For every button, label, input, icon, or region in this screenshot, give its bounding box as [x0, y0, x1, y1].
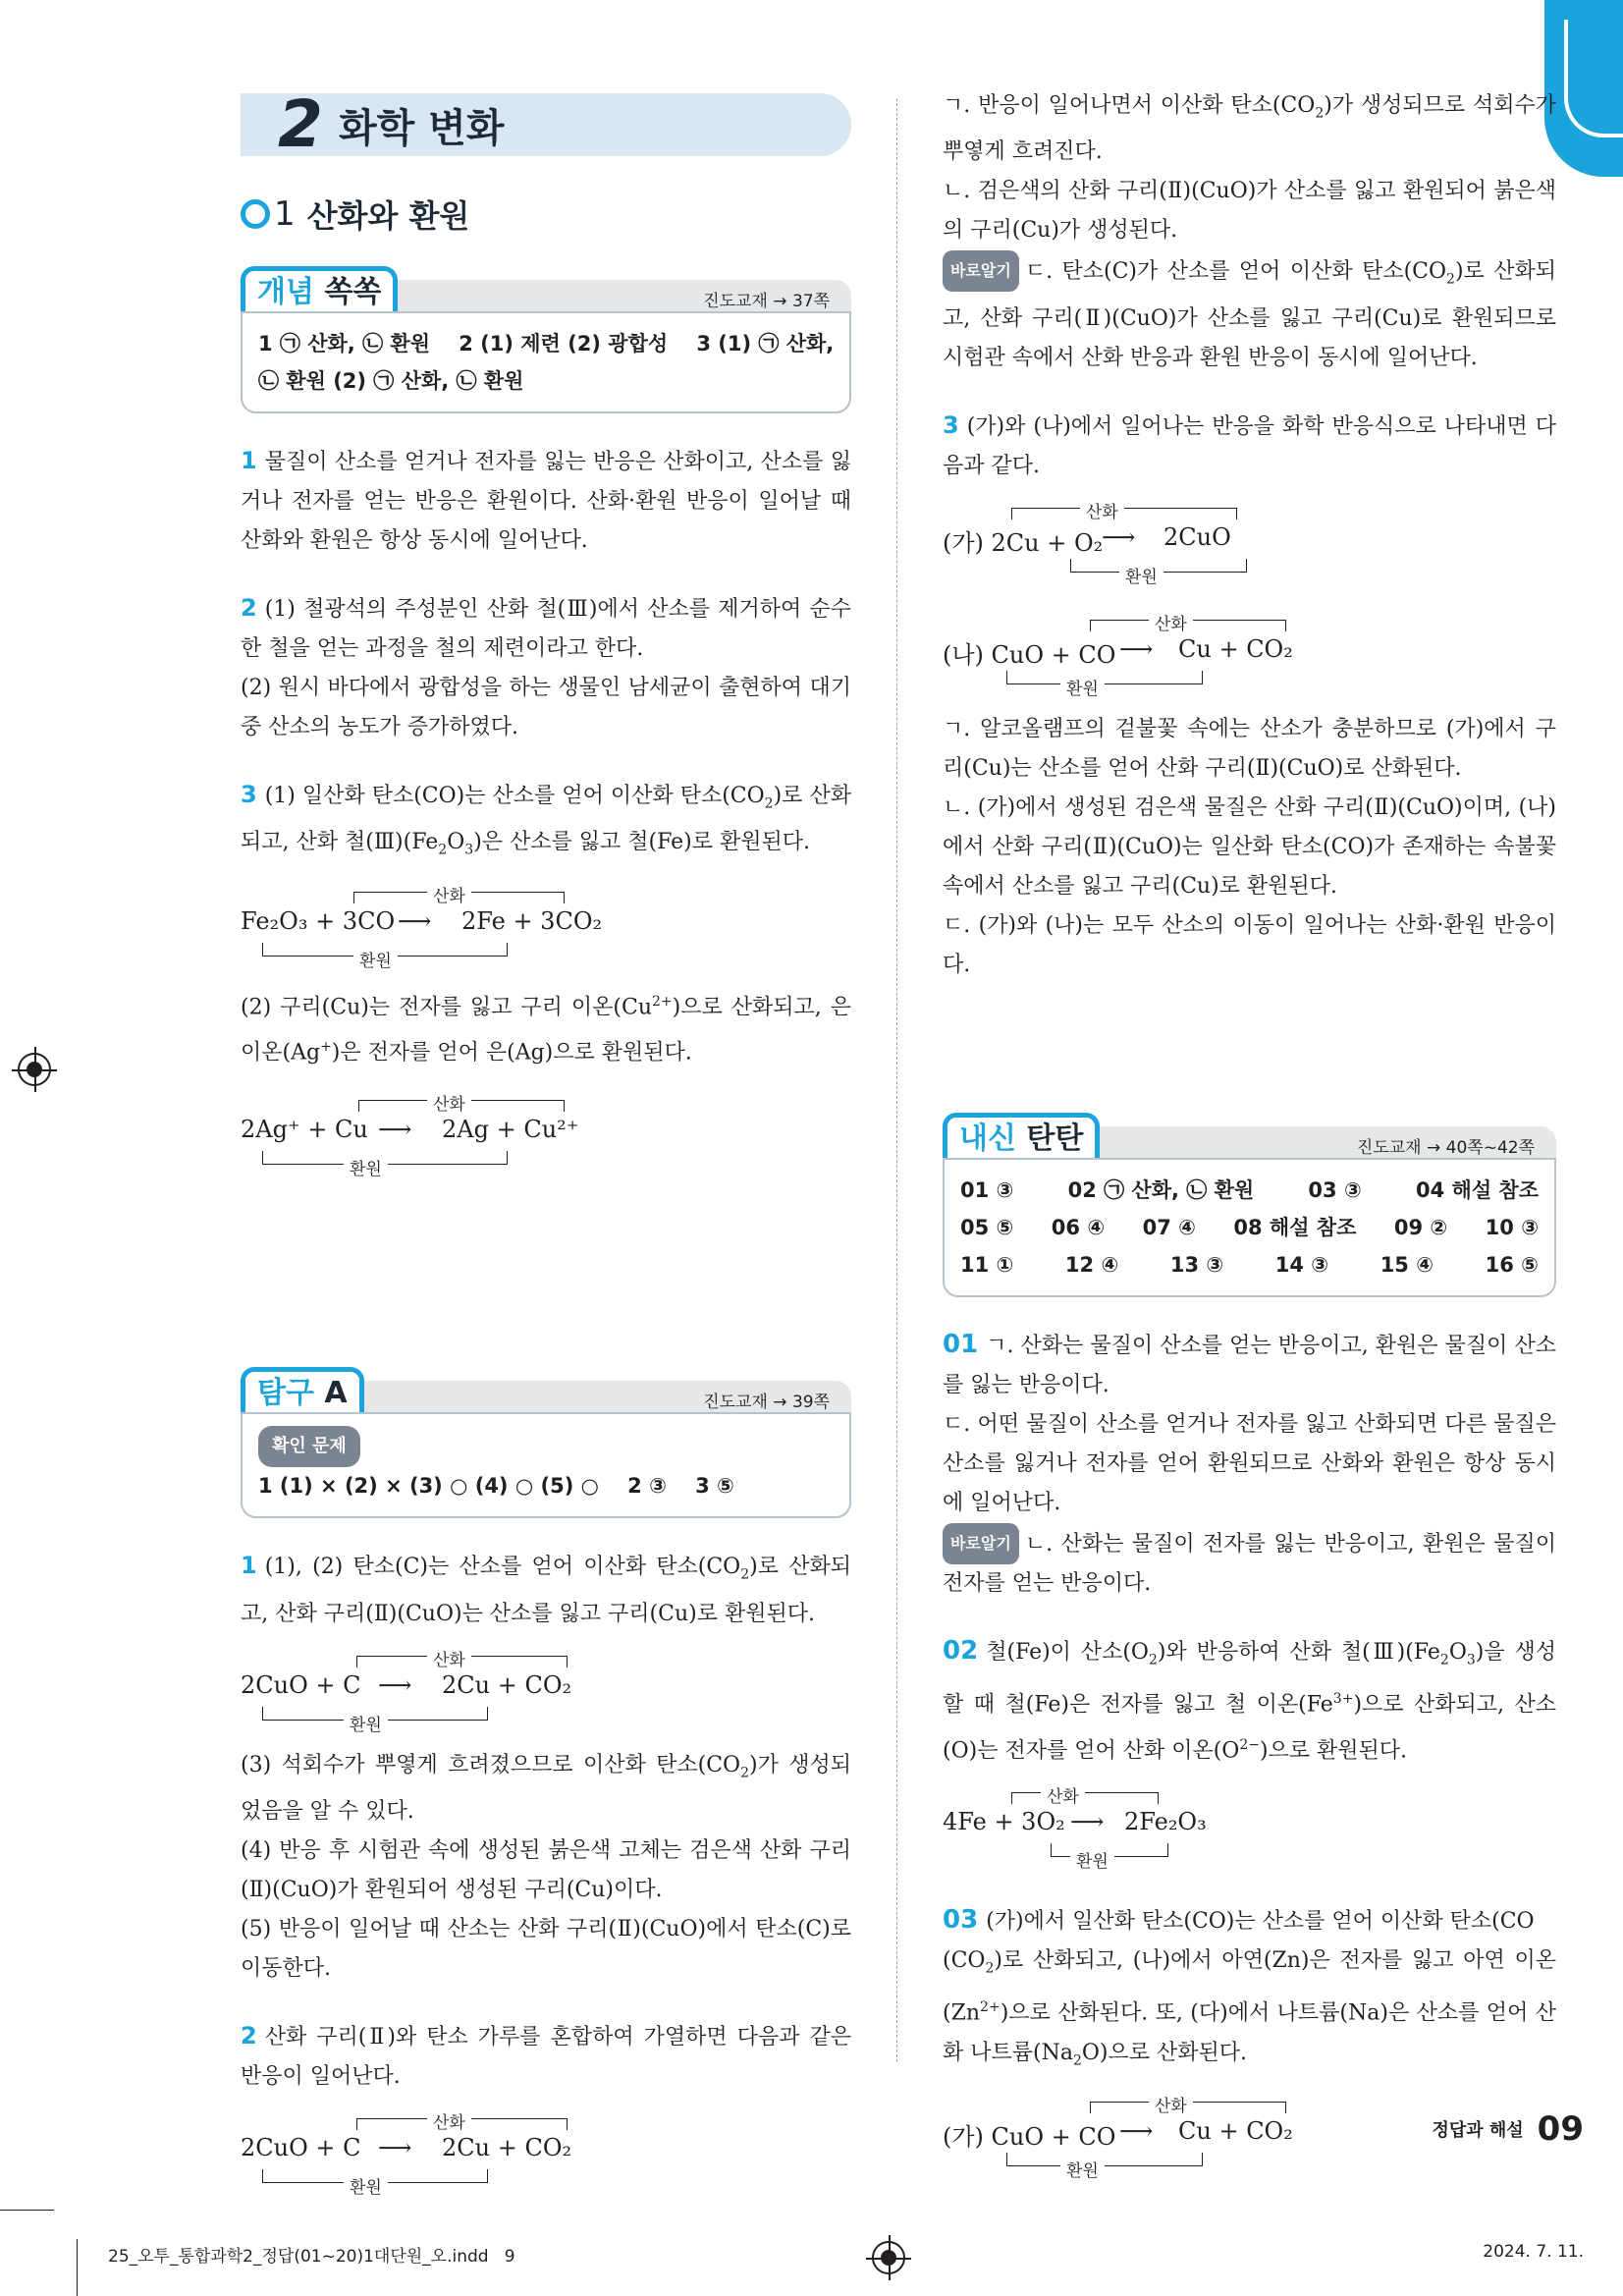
exam-tag: 내신 탄탄 — [943, 1113, 1100, 1158]
crop-line-h — [0, 2210, 54, 2211]
explore-item-2b: ㄴ. 검은색의 산화 구리(Ⅱ)(CuO)가 산소를 잃고 환원되어 붉은색의 구리(Cu)가 생성된다. — [943, 179, 1556, 244]
explore-answers: 1 (1) × (2) × (3) ○ (4) ○ (5) ○ 2 ③ 3 ⑤ — [258, 1474, 734, 1499]
equation-rhs: Cu + CO₂ — [1178, 2116, 1293, 2145]
equation-rhs: 2CuO — [1163, 522, 1231, 551]
concept-answer-box — [241, 311, 851, 413]
explore-item-3a: ㄱ. 알코올램프의 겉불꽃 속에는 산소가 충분하므로 (가)에서 구리(Cu)는 산소를 얻어 산화 구리(Ⅱ)(CuO)로 산화된다. — [943, 716, 1556, 781]
oxidation-label: 산화 — [427, 2108, 471, 2133]
chapter-title: 화학 변화 — [338, 105, 505, 151]
chapter-number: 2 — [278, 86, 323, 162]
section-label: 정답과 해설 — [1432, 2120, 1524, 2141]
explore-item-1b: (3) 석회수가 뿌옇게 흐려졌으므로 이산화 탄소$(CO_2)$가 생성되었음을 알 수 있다. — [241, 1752, 851, 1825]
correction-badge: 바로알기 — [943, 250, 1019, 292]
oxidation-label: 산화 — [1041, 1782, 1085, 1807]
concept-item-1: 1 물질이 산소를 얻거나 전자를 잃는 반응은 산화이고, 산소를 잃거나 전자를 얻는 반응은 환원이다. 산화·환원 반응이 일어날 때 산화와 환원은 항상 동시에 일어난다. — [241, 447, 851, 553]
concept-answer-line1: 1 ㉠ 산화, ㉡ 환원 2 (1) 제련 (2) 광합성 3 (1) ㉠ 산화, — [258, 332, 835, 355]
footer-date: 2024. 7. 11. — [1483, 2242, 1584, 2262]
section-title: 산화와 환원 — [306, 197, 470, 235]
concept-item-3: 3 (1) 일산화 탄소(CO)는 산소를 얻어 이산화 탄소$(CO_2)$로 산화되고, 산화 철$(Ⅲ)(Fe_2O_3)$은 산소를 잃고 철(Fe)로 환원된다. — [241, 781, 851, 858]
exam-item-01c: 바로알기 ㄴ. 산화는 물질이 전자를 잃는 반응이고, 환원은 물질이 전자를 얻는 반응이다. — [943, 1523, 1556, 1604]
explore-item-3b: ㄴ. (가)에서 생성된 검은색 물질은 산화 구리(Ⅱ)(CuO)이며, (나)에서 산화 구리(Ⅱ)(CuO)는 일산화 탄소(CO)가 존재하는 속불꽃 속에서 산소를 잃고 구리(Cu)로 환원된다. — [943, 794, 1556, 899]
explore-item-3c: ㄷ. (가)와 (나)는 모두 산소의 이동이 일어나는 산화·환원 반응이다. — [943, 912, 1556, 977]
exam-answer-row2: 05 ⑤ 06 ④ 07 ④ 08 해설 참조 09 ② 10 ③ — [960, 1215, 1539, 1239]
correction-badge: 바로알기 — [943, 1523, 1019, 1564]
explore-item-3: 3 (가)와 (나)에서 일어나는 반응을 화학 반응식으로 나타내면 다음과 같다. — [943, 410, 1556, 478]
reduction-label: 환원 — [353, 947, 398, 971]
exam-answer-box — [943, 1158, 1556, 1297]
exam-ref: 진도교재 → 40쪽~42쪽 — [1100, 1126, 1556, 1158]
explore-item-2: 2 산화 구리(Ⅱ)와 탄소 가루를 혼합하여 가열하면 다음과 같은 반응이 일어난다. — [241, 2022, 851, 2090]
equation-fe2o3: 산화 Fe₂O₃ + 3CO ⟶ 2Fe + 3CO₂ 환원 — [241, 874, 851, 982]
reduction-label: 환원 — [1060, 2157, 1105, 2181]
equation-na: 산화 (나) CuO + CO ⟶ Cu + CO₂ 환원 — [943, 602, 1556, 710]
explore-tag-row — [241, 1367, 851, 1412]
oxidation-label: 산화 — [427, 1646, 471, 1670]
reduction-label: 환원 — [1060, 675, 1105, 699]
equation-ga: 산화 (가) 2Cu + O₂ ⟶ 2CuO 환원 — [943, 490, 1556, 598]
reduction-label: 환원 — [344, 1155, 388, 1179]
equation-cuo-c-1: 산화 2CuO + C ⟶ 2Cu + CO₂ 환원 — [241, 1638, 851, 1746]
reduction-label: 환원 — [344, 1711, 388, 1735]
equation-lhs: 2Ag⁺ + Cu — [241, 1116, 368, 1144]
exam-item-01b: ㄷ. 어떤 물질이 산소를 얻거나 전자를 잃고 산화되면 다른 물질은 산소를 잃거나 전자를 얻어 환원되므로 산화와 환원은 항상 동시에 일어난다. — [943, 1411, 1556, 1515]
equation-cuo-c-2: 산화 2CuO + C ⟶ 2Cu + CO₂ 환원 — [241, 2101, 851, 2209]
oxidation-label: 산화 — [427, 882, 471, 906]
exam-item-03: 03 (가)에서 일산화 탄소(CO)는 산소를 얻어 이산화 탄소(CO $(CO_2)$로 산화되고, (나)에서 아연(Zn)은 전자를 잃고 아연 이온$(Zn^{2+})$으로 산화된다. 또, (다)에서 나트륨(Na)은 산소를 얻어 산화 나트륨$(Na_2O)$으로 산화된다. — [943, 1904, 1556, 2068]
equation-rhs: 2Fe₂O₃ — [1124, 1807, 1207, 1835]
oxidation-label: 산화 — [1149, 610, 1193, 634]
equation-lhs: (가) CuO + CO — [943, 2122, 1116, 2151]
exam-item-01: 01 ㄱ. 산화는 물질이 산소를 얻는 반응이고, 환원은 물질이 산소를 잃는 반응이다. — [943, 1329, 1556, 1397]
footer-file: 25_오투_통합과학2_정답(01~20)1대단원_오.indd 9 — [108, 2247, 515, 2267]
equation-rhs: 2Fe + 3CO₂ — [461, 906, 603, 935]
reduction-label: 환원 — [344, 2173, 388, 2198]
equation-lhs: 2CuO + C — [241, 1670, 361, 1699]
concept-item-3b: (2) 구리(Cu)는 전자를 잃고 구리 이온$(Cu^{2+})$으로 산화되고, 은 이온(Ag+)은 전자를 얻어 은(Ag)으로 환원된다. — [241, 993, 851, 1066]
chapter-header — [241, 86, 851, 162]
explore-tag: 탐구 A — [241, 1367, 364, 1412]
oxidation-label: 산화 — [1149, 2092, 1193, 2116]
equation-fe-o2: 산화 4Fe + 3O₂ ⟶ 2Fe₂O₃ 환원 — [943, 1775, 1556, 1873]
concept-tag: 개념 쏙쏙 — [241, 266, 398, 311]
exam-item-02: 02 철(Fe)이 산소$(O_2)$와 반응하여 산화 철$(Ⅲ)(Fe_2O_3)$을 생성할 때 철(Fe)은 전자를 잃고 철 이온$(Fe^{3+})$으로 산화되고, 산소(O)는 전자를 얻어 산화 이온$(O^{2-})$으로 환원된다. — [943, 1635, 1556, 1763]
equation-ag: 산화 2Ag⁺ + Cu ⟶ 2Ag + Cu²⁺ 환원 — [241, 1082, 851, 1190]
exam-answer-row1: 01 ③ 02 ㉠ 산화, ㉡ 환원 03 ③ 04 해설 참조 — [960, 1177, 1539, 1202]
equation-rhs: 2Cu + CO₂ — [442, 1670, 572, 1699]
explore-item-1c: (4) 반응 후 시험관 속에 생성된 붉은색 고체는 검은색 산화 구리(Ⅱ)(CuO)가 환원되어 생성된 구리(Cu)이다. — [241, 1838, 851, 1903]
section-header — [241, 191, 851, 237]
concept-item-2b: (2) 원시 바다에서 광합성을 하는 생물인 남세균이 출현하여 대기 중 산소의 농도가 증가하였다. — [241, 676, 851, 739]
explore-ref: 진도교재 → 39쪽 — [364, 1381, 851, 1412]
equation-rhs: 2Cu + CO₂ — [442, 2134, 572, 2162]
explore-item-2a: ㄱ. 반응이 일어나면서 이산화 탄소$(CO_2)$가 생성되므로 석회수가 뿌옇게 흐려진다. — [943, 93, 1557, 165]
oxidation-label: 산화 — [1080, 498, 1124, 522]
page-label — [1432, 2109, 1584, 2149]
registration-mark-left — [18, 1053, 51, 1086]
check-badge: 확인 문제 — [258, 1426, 360, 1467]
reduction-label: 환원 — [1070, 1847, 1114, 1872]
oxidation-label: 산화 — [427, 1090, 471, 1115]
reduction-label: 환원 — [1119, 563, 1163, 587]
explore-item-2c: 바로알기 ㄷ. 탄소(C)가 산소를 얻어 이산화 탄소$(CO_2)$로 산화되고, 산화 구리(Ⅱ)(CuO)가 산소를 잃고 구리(Cu)로 환원되므로 시험관 속에서 산화 반응과 환원 반응이 동시에 일어난다. — [943, 250, 1556, 377]
equation-rhs: Cu + CO₂ — [1178, 634, 1293, 663]
equation-lhs: (나) CuO + CO — [943, 640, 1116, 669]
column-divider — [896, 98, 897, 2062]
concept-item-2: 2 (1) 철광석의 주성분인 산화 철(Ⅲ)에서 산소를 제거하여 순수한 철을 얻는 과정을 철의 제련이라고 한다. — [241, 594, 851, 661]
page-number: 09 — [1537, 2109, 1584, 2149]
section-circle-icon — [241, 199, 270, 229]
exam-answer-row3: 11 ① 12 ④ 13 ③ 14 ③ 15 ④ 16 ⑤ — [960, 1252, 1539, 1277]
section-number: 1 — [274, 194, 296, 234]
equation-lhs: Fe₂O₃ + 3CO — [241, 906, 396, 935]
exam-tag-row — [943, 1113, 1556, 1158]
explore-item-1d: (5) 반응이 일어날 때 산소는 산화 구리(Ⅱ)(CuO)에서 탄소(C)로 이동한다. — [241, 1917, 851, 1982]
equation-cuo-co: 산화 (가) CuO + CO ⟶ Cu + CO₂ 환원 — [943, 2084, 1556, 2192]
explore-answer-box — [241, 1412, 851, 1518]
explore-item-1: 1 (1), (2) 탄소(C)는 산소를 얻어 이산화 탄소$(CO_2)$로 산화되고, 산화 구리(Ⅱ)(CuO)는 산소를 잃고 구리(Cu)로 환원된다. — [241, 1552, 851, 1626]
crop-line-v — [77, 2239, 78, 2296]
concept-tag-row — [241, 266, 851, 311]
equation-lhs: 2CuO + C — [241, 2134, 361, 2162]
right-column — [943, 86, 1556, 2192]
equation-lhs: 4Fe + 3O₂ — [943, 1807, 1065, 1835]
concept-answer-line2: ㉡ 환원 (2) ㉠ 산화, ㉡ 환원 — [258, 369, 524, 393]
left-column — [241, 86, 851, 2209]
equation-lhs: (가) 2Cu + O₂ — [943, 528, 1104, 557]
registration-mark-bottom — [872, 2241, 905, 2274]
concept-ref: 진도교재 → 37쪽 — [398, 280, 851, 311]
equation-rhs: 2Ag + Cu²⁺ — [442, 1116, 579, 1144]
